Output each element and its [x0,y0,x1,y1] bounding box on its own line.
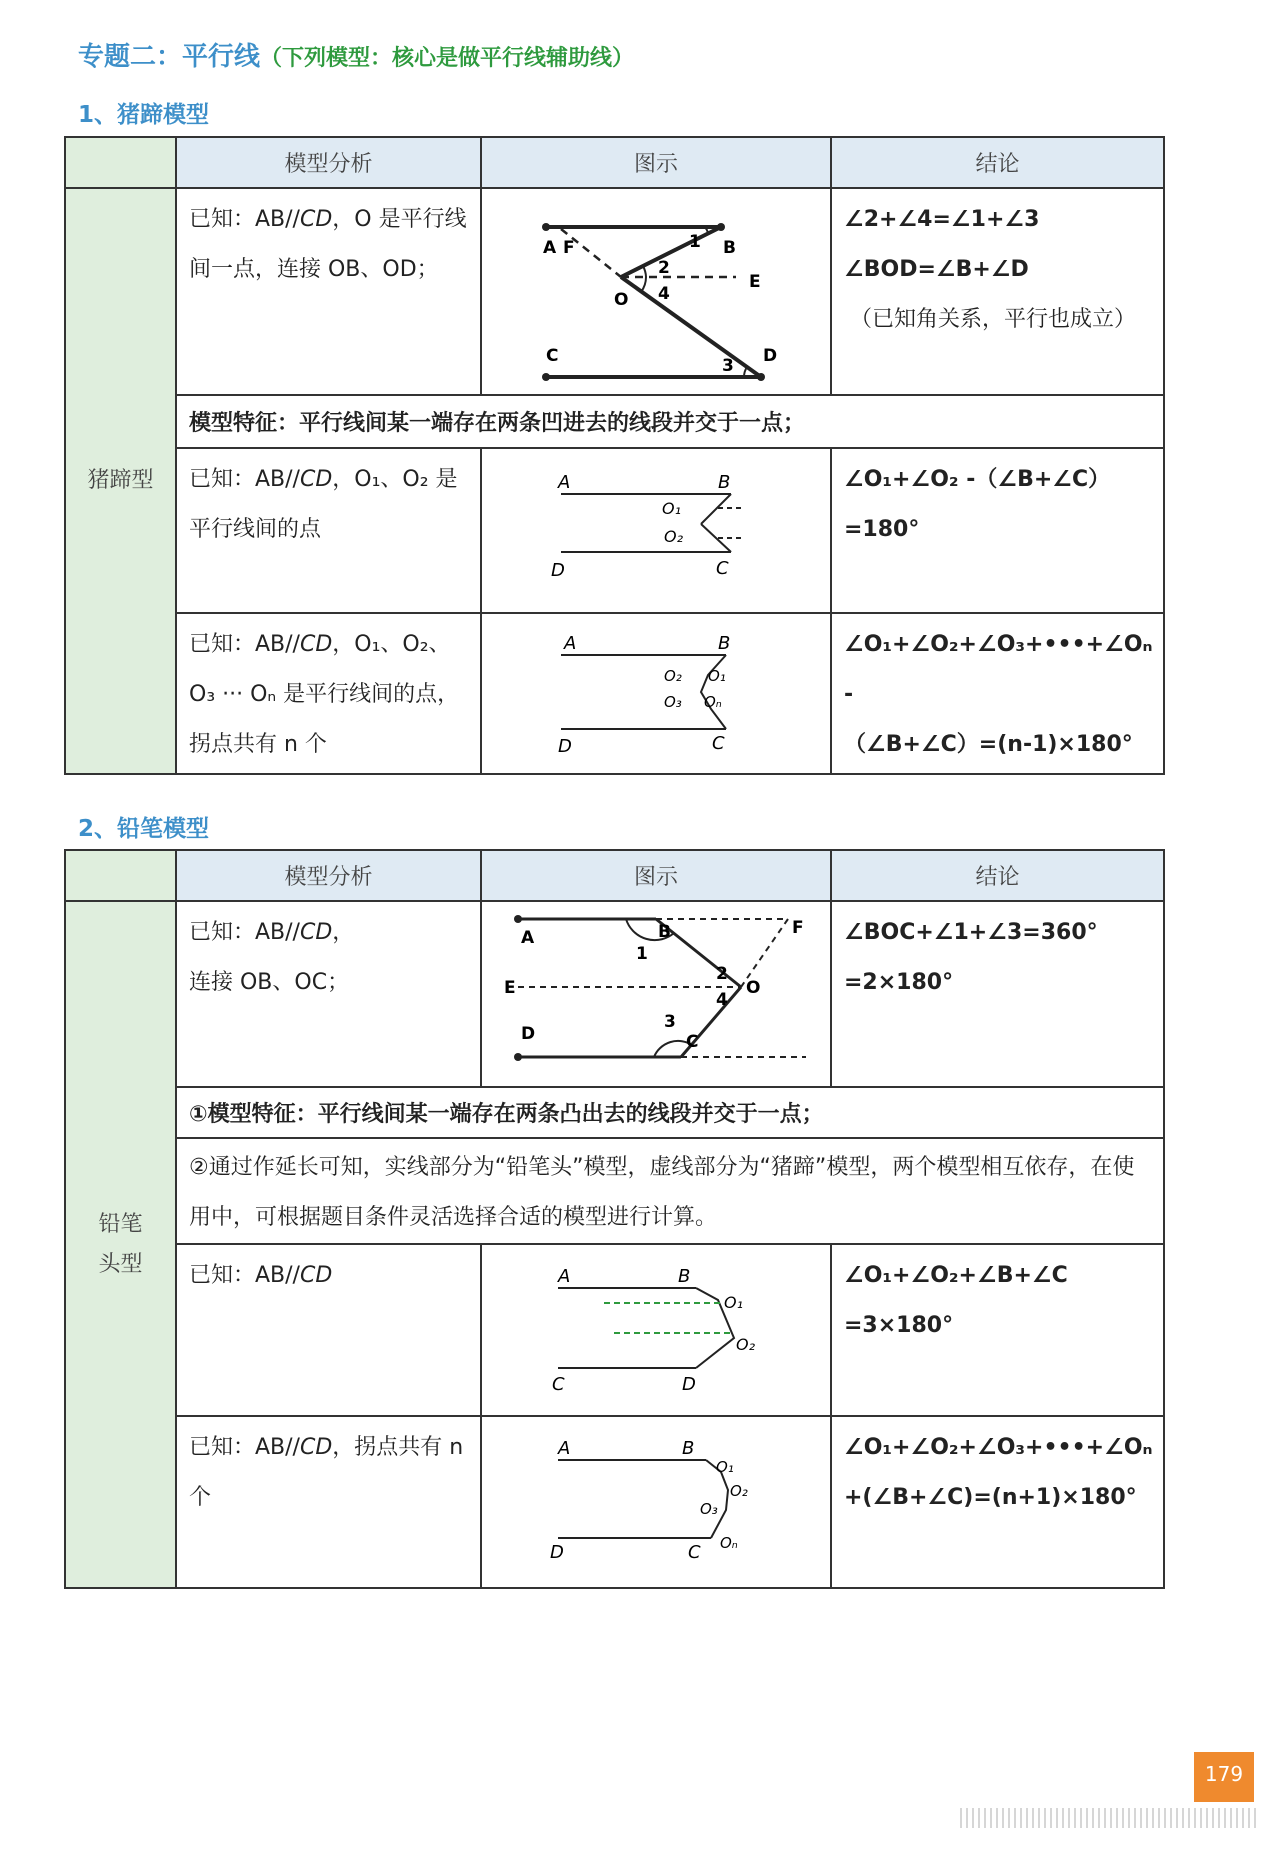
figure-cell [481,613,831,774]
label-D: D [763,345,778,366]
section-2-title: 2、铅笔模型 [78,816,210,842]
label-1: 1 [689,231,701,252]
page-title [78,36,634,73]
figure-pig-hoof-basic [511,195,801,385]
label-4: 4 [716,990,728,1010]
label-C: C [688,1542,701,1563]
header-corner [65,137,176,188]
header-conclusion: 结论 [831,137,1164,188]
page-title-main: 专题二：平行线 [78,42,261,72]
bottom-decoration [960,1808,1260,1828]
label-D: D [558,735,572,757]
label-O2: O₂ [664,666,682,685]
label-A: A [521,928,535,948]
model-feature-row: ①模型特征：平行线间某一端存在两条凸出去的线段并交于一点； [176,1087,1164,1138]
analysis-cell: 已知：AB//CD [176,1244,481,1416]
label-A: A [543,237,557,258]
analysis-cell: 已知：AB//CD，O₁、O₂、O₃ ··· Oₙ 是平行线间的点，拐点共有 n 个 [176,613,481,774]
page-title-sub: （下列模型：核心是做平行线辅助线） [260,46,635,71]
label-D: D [521,1024,536,1044]
label-D: D [682,1374,696,1395]
label-B: B [723,237,736,258]
label-O1: O₁ [662,498,682,518]
label-O3: O₃ [664,692,682,711]
label-On: Oₙ [720,1534,738,1552]
conclusion-cell: ∠BOC+∠1+∠3=360° =2×180° [831,901,1164,1087]
label-O: O [614,289,629,310]
label-2: 2 [716,964,728,984]
model-note-row: ②通过作延长可知，实线部分为“铅笔头”模型，虚线部分为“猪蹄”模型，两个模型相互依存，在使用中，可根据题目条件灵活选择合适的模型进行计算。 [176,1138,1164,1244]
label-3: 3 [664,1012,676,1032]
label-B: B [718,632,731,654]
label-B: B [658,922,671,942]
analysis-cell: 已知：AB//CD，O₁、O₂ 是平行线间的点 [176,448,481,613]
label-B: B [682,1438,695,1459]
label-O2: O₂ [730,1482,748,1500]
figure-cell [481,1244,831,1416]
figure-cell [481,1416,831,1588]
label-O2: O₂ [736,1335,756,1354]
header-figure: 图示 [481,850,831,901]
label-2: 2 [658,257,670,278]
label-O: O [746,978,761,998]
label-F: F [563,237,575,258]
header-analysis: 模型分析 [176,137,481,188]
figure-cell [481,901,831,1087]
conclusion-cell: ∠O₁+∠O₂+∠O₃+•••+∠Oₙ +(∠B+∠C)=(n+1)×180° [831,1416,1164,1588]
analysis-cell: 已知：AB//CD，拐点共有 n 个 [176,1416,481,1588]
pig-hoof-model-table [64,136,1165,775]
label-B: B [678,1266,691,1287]
header-corner [65,850,176,901]
analysis-cell: 已知：AB//CD，O 是平行线间一点，连接 OB、OD； [176,188,481,395]
label-4: 4 [658,283,670,304]
figure-pig-hoof-n-points [536,627,776,757]
section-1-title: 1、猪蹄模型 [78,102,210,128]
figure-pig-hoof-two-points [536,464,776,594]
label-1: 1 [636,944,648,964]
label-B: B [718,471,731,493]
type-pencil-head: 铅笔 头型 [65,901,176,1588]
figure-cell [481,448,831,613]
label-A: A [564,632,577,654]
label-O1: O₁ [716,1458,734,1476]
label-F: F [792,918,804,938]
figure-pencil-n-points [536,1430,776,1570]
label-O2: O₂ [664,526,684,546]
label-On: Oₙ [704,692,722,711]
figure-pencil-basic [496,907,816,1077]
pencil-model-table [64,849,1165,1589]
label-O1: O₁ [724,1293,744,1312]
label-A: A [558,1438,571,1459]
figure-cell [481,188,831,395]
label-C: C [716,557,729,579]
label-O3: O₃ [700,1500,718,1518]
type-pig-hoof: 猪蹄型 [65,188,176,774]
conclusion-cell: ∠O₁+∠O₂ -（∠B+∠C）=180° [831,448,1164,613]
label-C: C [686,1032,699,1052]
label-C: C [712,732,725,754]
label-D: D [551,559,565,581]
conclusion-cell: ∠O₁+∠O₂+∠B+∠C =3×180° [831,1244,1164,1416]
model-feature-row: 模型特征：平行线间某一端存在两条凹进去的线段并交于一点； [176,395,1164,448]
conclusion-cell: ∠2+∠4=∠1+∠3 ∠BOD=∠B+∠D （已知角关系，平行也成立） [831,188,1164,395]
label-C: C [552,1374,565,1395]
label-O1: O₁ [708,666,726,685]
label-D: D [550,1542,564,1563]
conclusion-cell: ∠O₁+∠O₂+∠O₃+•••+∠Oₙ - （∠B+∠C）=(n-1)×180° [831,613,1164,774]
label-C: C [546,345,559,366]
header-conclusion: 结论 [831,850,1164,901]
label-A: A [558,471,571,493]
label-A: A [558,1266,571,1287]
figure-pencil-two-points [536,1258,776,1398]
label-E: E [504,978,516,998]
analysis-cell: 已知：AB//CD， 连接 OB、OC； [176,901,481,1087]
label-E: E [749,271,761,292]
label-3: 3 [722,355,734,376]
page-number: 179 [1194,1752,1254,1802]
header-analysis: 模型分析 [176,850,481,901]
header-figure: 图示 [481,137,831,188]
